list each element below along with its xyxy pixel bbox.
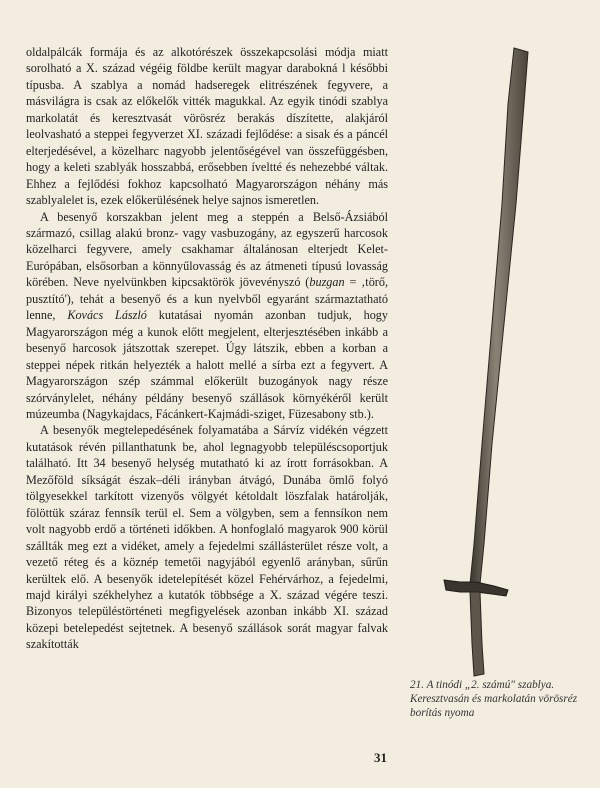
sabre-illustration bbox=[404, 44, 594, 684]
italic-term: Kovács László bbox=[67, 308, 147, 323]
page-number: 31 bbox=[374, 750, 387, 765]
paragraph-2: A besenyő korszakban jelent meg a steppén a Belső-Ázsiából származó, csillag alakú bronz- vagy vasbuzogány, az egyszerű harcosok közelharci fegyvere, amely csakhamar általánosan elterjedt Kelet-Európában, elsősorban a könnyűlovasság és az átmeneti típusú lovasság körében. Neve nyelvünkben kipcsaktörök jövevényszó (buzgan = ‚törő, pusztító'), tehát a besenyő és a kun nyelvből egyaránt származtatható lenne, Kovács László kutatásai nyomán azonban tudjuk, hogy Magyarországon még a kunok előtt megjelent, elterjesztésében inkább a besenyő harcosok játszottak szerepet. Úgy látszik, ebben a korban a steppei népek ritkán helyezték a halott mellé a sírba ezt a fegyvert. A Magyarországon szép számmal előkerült buzogányok nagy része szórványlelet, néhány példány besenyő szállások környékéről került múzeumba (Nagykajdacs, Fácánkert-Kajmádi-sziget, Füzesabony stb.). bbox=[26, 209, 388, 421]
paragraph-1: oldalpálcák formája és az alkotórészek összekapcsolási módja miatt sorolható a X. század végéig földbe került magyar darabokná l későbbi típusba. A szablya a nomád hadseregek elitrészének fegyvere, a másvilágra is csak az előkelők vitték magukkal. Az egyik tinódi szablya markolatát és keresztvasát vörösréz berakás díszítette, alakjáról leolvasható a steppei fegyverzet XI. századi fejlődése: a sisak és a páncél elterjedésével, a közelharc nagyobb jelentőségével van összefüggésben, hogy a keleti szablyák hosszabbá, erősebben íveltté és nehezebbé váltak. Ehhez a fejlődési fokhoz kapcsolható Magyarországon néhány más szablyalelet is, ezek előkerülésének helye sajnos ismeretlen. bbox=[26, 45, 388, 208]
text-column bbox=[26, 44, 388, 653]
grip-shape bbox=[470, 592, 484, 676]
blade-shape bbox=[470, 48, 528, 584]
figure-caption: 21. A tinódi „2. számú" szablya. Keresztvasán és markolatán vörösréz borítás nyoma bbox=[410, 679, 578, 719]
paragraph-3: A besenyők megtelepedésének folyamatába a Sárvíz vidékén végzett kutatások révén pillanthatunk be, ahol legnagyobb településcsoportjuk található. Itt 34 besenyő helység mutatható ki az írott forrásokban. A Mezőföld síkságát észak–déli irányban átvágó, Dunába ömlő folyó tölgyesekkel tarkított vizenyős völgyét kétoldalt löszfalak határolják, fölöttük száraz fennsík terül el. Sem a völgyben, sem a fennsíkon nem volt nagyobb erdő a történeti időkben. A honfoglaló magyarok 900 körül szállták meg ezt a vidéket, amely a fejedelmi szállásterület része volt, a vezető réteg és a köznép temetői nagyjából egyenlő arányban, sűrűn kerültek elő. A besenyők idetelepítését közel Fehérvárhoz, a fejedelmi, majd királyi székhelyhez a kutatók többsége a X. század végére teszi. Bizonyos településtörténeti megfigyelések azonban inkább XI. század közepi betelepedést sejtetnek. A besenyő szállások sorát magyar falvak szakították bbox=[26, 423, 388, 652]
italic-term: buzgan bbox=[309, 275, 345, 290]
